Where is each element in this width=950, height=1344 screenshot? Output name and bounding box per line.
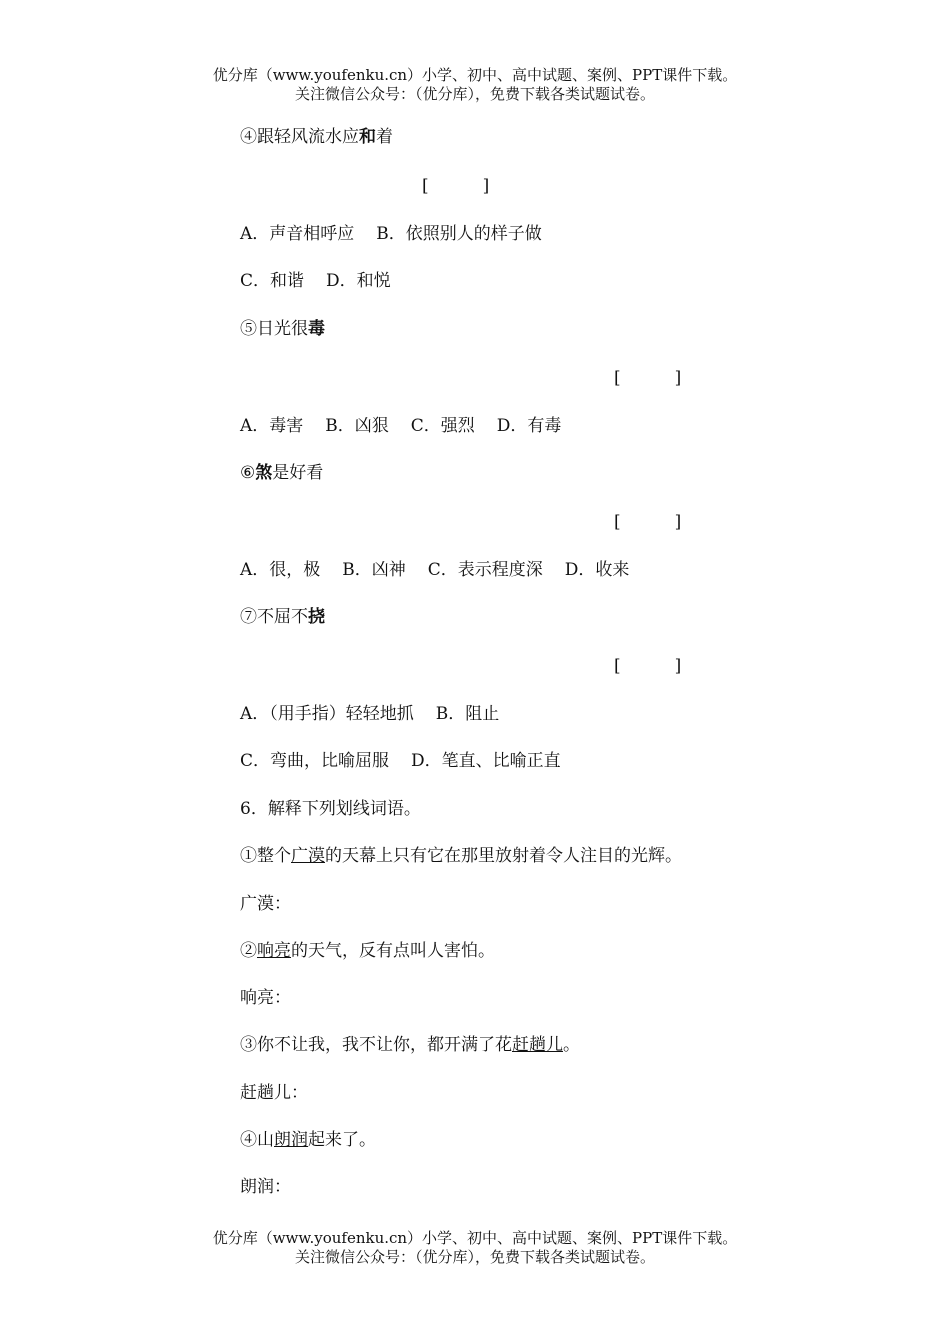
q5-option-d[interactable]: D．有毒 [496, 416, 562, 436]
q6-option-a[interactable]: A．很，极 [240, 560, 321, 580]
s6-item-3-suffix: 。 [563, 1035, 580, 1055]
s6-item-1-answer-label[interactable]: 广漠： [240, 894, 291, 914]
s6-item-3-underlined-word: 赶趟儿 [512, 1035, 563, 1055]
s6-item-4-prefix: ④山 [240, 1130, 274, 1150]
q6-keyword: 煞 [255, 463, 273, 483]
q4-option-b[interactable]: B．依照别人的样子做 [376, 224, 542, 244]
q4-stem [240, 126, 393, 148]
q4-stem-prefix: ④跟轻风流水应 [240, 127, 359, 147]
q5-option-a[interactable]: A．毒害 [240, 416, 304, 436]
s6-item-3-answer-label[interactable]: 赶趟儿： [240, 1083, 308, 1103]
s6-item-1-suffix: 的天幕上只有它在那里放射着令人注目的光辉。 [325, 846, 682, 866]
page-footer [0, 1229, 950, 1267]
q6-option-b[interactable]: B．凶神 [342, 560, 406, 580]
q7-option-a[interactable]: A．（用手指）轻轻地抓 [240, 704, 414, 724]
q5-options [240, 415, 561, 437]
s6-item-2-suffix: 的天气，反有点叫人害怕。 [291, 941, 495, 961]
q6-stem [240, 462, 323, 484]
q4-answer-bracket[interactable]: [ ] [422, 176, 490, 196]
s6-item-1-sentence [240, 845, 682, 867]
s6-item-1-prefix: ①整个 [240, 846, 291, 866]
q7-option-d[interactable]: D．笔直、比喻正直 [411, 751, 561, 771]
q5-answer-bracket[interactable]: [ ] [614, 368, 682, 388]
q5-option-c[interactable]: C．强烈 [410, 416, 475, 436]
q4-option-d[interactable]: D．和悦 [326, 271, 391, 291]
q6-answer-bracket[interactable]: [ ] [614, 512, 682, 532]
q5-stem-prefix: ⑤日光很 [240, 319, 308, 339]
s6-item-2-underlined-word: 响亮 [257, 941, 291, 961]
q7-keyword: 挠 [308, 607, 325, 627]
s6-item-2-sentence [240, 940, 495, 962]
q4-stem-suffix: 着 [376, 127, 393, 147]
footer-line-2: 关注微信公众号：（优分库），免费下载各类试题试卷。 [294, 1248, 655, 1266]
q7-option-b[interactable]: B．阻止 [435, 704, 500, 724]
q6-stem-suffix: 是好看 [272, 463, 324, 483]
q4-option-c[interactable]: C．和谐 [240, 271, 305, 291]
q4-option-a[interactable]: A．声音相呼应 [240, 224, 355, 244]
q5-option-b[interactable]: B．凶狠 [325, 416, 389, 436]
s6-item-2-prefix: ② [240, 941, 257, 961]
q7-stem-prefix: ⑦不屈不 [240, 607, 308, 627]
q6-stem-prefix: ⑥ [240, 463, 256, 483]
q6-option-c[interactable]: C．表示程度深 [427, 560, 543, 580]
s6-item-4-suffix: 起来了。 [308, 1130, 376, 1150]
header-line-1: 优分库（www.youfenku.cn）小学、初中、高中试题、案例、PPT课件下载。 [212, 66, 738, 84]
footer-line-1: 优分库（www.youfenku.cn）小学、初中、高中试题、案例、PPT课件下载。 [212, 1229, 738, 1247]
q7-stem [240, 606, 325, 628]
q7-answer-bracket[interactable]: [ ] [614, 656, 682, 676]
q7-option-c[interactable]: C．弯曲，比喻屈服 [240, 751, 390, 771]
s6-item-4-sentence [240, 1129, 376, 1151]
s6-item-2-answer-label[interactable]: 响亮： [240, 988, 291, 1008]
q4-options-row-2 [240, 270, 391, 292]
q5-stem [240, 318, 325, 340]
q5-keyword: 毒 [308, 319, 325, 339]
s6-item-3-sentence [240, 1034, 580, 1056]
q7-options-row-2 [240, 750, 561, 772]
section6-title: 6．解释下列划线词语。 [240, 799, 421, 819]
q6-option-d[interactable]: D．收来 [564, 560, 630, 580]
page-header [0, 66, 950, 104]
q6-options [240, 559, 629, 581]
s6-item-1-underlined-word: 广漠 [291, 846, 325, 866]
header-line-2: 关注微信公众号：（优分库），免费下载各类试题试卷。 [294, 85, 655, 103]
q7-options-row-1 [240, 703, 499, 725]
q4-keyword: 和 [359, 127, 376, 147]
s6-item-4-underlined-word: 朗润 [274, 1130, 308, 1150]
s6-item-4-answer-label[interactable]: 朗润： [240, 1177, 291, 1197]
s6-item-3-prefix: ③你不让我，我不让你，都开满了花 [240, 1035, 512, 1055]
q4-options-row-1 [240, 223, 542, 245]
